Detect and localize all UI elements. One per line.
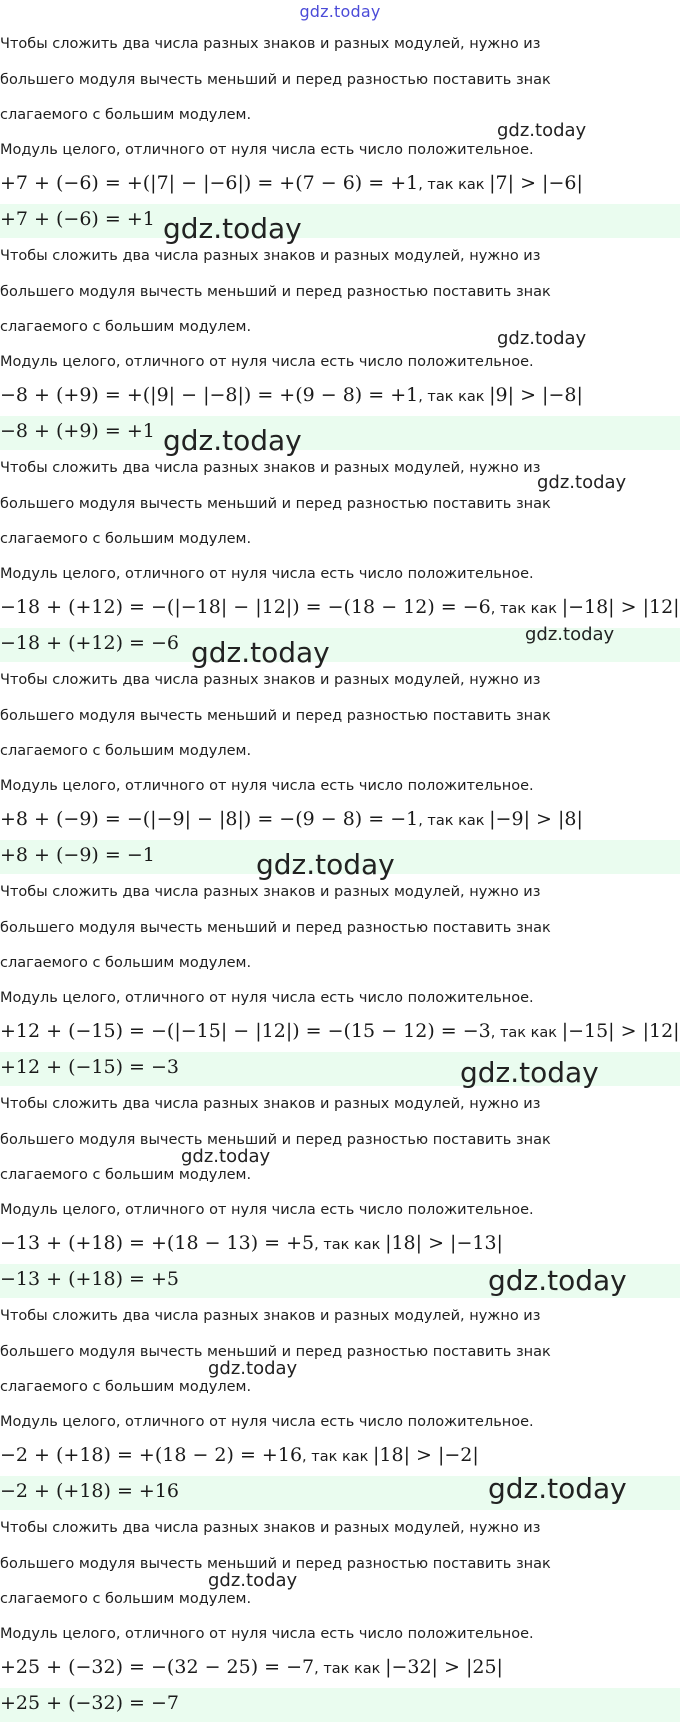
site-watermark-top: gdz.today xyxy=(299,2,381,21)
calculation-line xyxy=(0,1444,479,1466)
modulus-comparison: |18| > |−13| xyxy=(385,1232,503,1254)
answer-row xyxy=(0,416,680,450)
calculation-expression: −2 + (+18) = +(18 − 2) = +16 xyxy=(0,1444,303,1466)
watermark: gdz.today xyxy=(525,624,615,645)
rule-line-3: слагаемого с большим модулем. xyxy=(0,319,252,335)
answer-expression: −18 + (+12) = −6 xyxy=(0,632,180,654)
modulus-comparison: |18| > |−2| xyxy=(372,1444,479,1466)
rule-line-2: большего модуля вычесть меньший и перед разностью поставить знак xyxy=(0,1132,551,1148)
rule-line-3: слагаемого с большим модулем. xyxy=(0,1379,252,1395)
watermark: gdz.today xyxy=(497,120,587,141)
rule-line-1: Чтобы сложить два числа разных знаков и разных модулей, нужно из xyxy=(0,36,541,52)
rule-line-4: Модуль целого, отличного от нуля числа есть число положительное. xyxy=(0,354,534,370)
watermark: gdz.today xyxy=(497,328,587,349)
rule-line-2: большего модуля вычесть меньший и перед разностью поставить знак xyxy=(0,920,551,936)
rule-line-1: Чтобы сложить два числа разных знаков и разных модулей, нужно из xyxy=(0,248,541,264)
rule-line-2: большего модуля вычесть меньший и перед разностью поставить знак xyxy=(0,72,551,88)
rule-line-2: большего модуля вычесть меньший и перед разностью поставить знак xyxy=(0,1556,551,1572)
watermark: gdz.today xyxy=(256,848,395,881)
calculation-line xyxy=(0,172,583,194)
watermark: gdz.today xyxy=(488,1472,627,1505)
calculation-expression: +7 + (−6) = +(|7| − |−6|) = +(7 − 6) = +1 xyxy=(0,172,419,194)
rule-line-1: Чтобы сложить два числа разных знаков и разных модулей, нужно из xyxy=(0,1520,541,1536)
calculation-line xyxy=(0,384,583,406)
rule-line-1: Чтобы сложить два числа разных знаков и разных модулей, нужно из xyxy=(0,884,541,900)
watermark: gdz.today xyxy=(208,1570,298,1591)
rule-line-1: Чтобы сложить два числа разных знаков и разных модулей, нужно из xyxy=(0,1096,541,1112)
calculation-expression: −13 + (+18) = +(18 − 13) = +5 xyxy=(0,1232,315,1254)
rule-line-2: большего модуля вычесть меньший и перед разностью поставить знак xyxy=(0,284,551,300)
answer-expression: +25 + (−32) = −7 xyxy=(0,1692,180,1714)
calculation-expression: +12 + (−15) = −(|−15| − |12|) = −(15 − 12) = −3 xyxy=(0,1020,491,1042)
rule-line-2: большего модуля вычесть меньший и перед разностью поставить знак xyxy=(0,496,551,512)
calculation-line xyxy=(0,1656,503,1678)
rule-line-4: Модуль целого, отличного от нуля числа есть число положительное. xyxy=(0,566,534,582)
answer-row xyxy=(0,204,680,238)
rule-line-4: Модуль целого, отличного от нуля числа есть число положительное. xyxy=(0,778,534,794)
because-text: , так как xyxy=(302,1449,373,1465)
watermark: gdz.today xyxy=(163,212,302,245)
rule-line-2: большего модуля вычесть меньший и перед разностью поставить знак xyxy=(0,1344,551,1360)
answer-expression: −13 + (+18) = +5 xyxy=(0,1268,180,1290)
watermark: gdz.today xyxy=(163,424,302,457)
rule-line-4: Модуль целого, отличного от нуля числа есть число положительное. xyxy=(0,1202,534,1218)
answer-expression: −8 + (+9) = +1 xyxy=(0,420,155,442)
rule-line-2: большего модуля вычесть меньший и перед разностью поставить знак xyxy=(0,708,551,724)
watermark: gdz.today xyxy=(488,1264,627,1297)
modulus-comparison: |−15| > |12| xyxy=(561,1020,680,1042)
rule-line-3: слагаемого с большим модулем. xyxy=(0,1591,252,1607)
calculation-expression: −8 + (+9) = +(|9| − |−8|) = +(9 − 8) = +1 xyxy=(0,384,419,406)
rule-line-1: Чтобы сложить два числа разных знаков и разных модулей, нужно из xyxy=(0,460,541,476)
rule-line-4: Модуль целого, отличного от нуля числа есть число положительное. xyxy=(0,1626,534,1642)
calculation-line xyxy=(0,1232,503,1254)
rule-line-4: Модуль целого, отличного от нуля числа есть число положительное. xyxy=(0,142,534,158)
because-text: , так как xyxy=(314,1237,386,1253)
watermark: gdz.today xyxy=(537,472,627,493)
calculation-expression: +25 + (−32) = −(32 − 25) = −7 xyxy=(0,1656,315,1678)
rule-line-4: Модуль целого, отличного от нуля числа есть число положительное. xyxy=(0,1414,534,1430)
watermark: gdz.today xyxy=(208,1358,298,1379)
modulus-comparison: |−18| > |12| xyxy=(561,596,680,618)
answer-expression: +7 + (−6) = +1 xyxy=(0,208,155,230)
watermark: gdz.today xyxy=(181,1146,271,1167)
because-text: , так как xyxy=(418,177,490,193)
rule-line-3: слагаемого с большим модулем. xyxy=(0,107,252,123)
calculation-line xyxy=(0,596,680,618)
answer-expression: +8 + (−9) = −1 xyxy=(0,844,155,866)
because-text: , так как xyxy=(490,1025,562,1041)
answer-expression: +12 + (−15) = −3 xyxy=(0,1056,180,1078)
because-text: , так как xyxy=(418,813,490,829)
rule-line-1: Чтобы сложить два числа разных знаков и разных модулей, нужно из xyxy=(0,672,541,688)
watermark: gdz.today xyxy=(460,1056,599,1089)
because-text: , так как xyxy=(490,601,562,617)
modulus-comparison: |−9| > |8| xyxy=(489,808,583,830)
calculation-line xyxy=(0,1020,680,1042)
rule-line-4: Модуль целого, отличного от нуля числа есть число положительное. xyxy=(0,990,534,1006)
calculation-line xyxy=(0,808,583,830)
modulus-comparison: |9| > |−8| xyxy=(489,384,583,406)
rule-line-1: Чтобы сложить два числа разных знаков и разных модулей, нужно из xyxy=(0,1308,541,1324)
rule-line-3: слагаемого с большим модулем. xyxy=(0,955,252,971)
calculation-expression: +8 + (−9) = −(|−9| − |8|) = −(9 − 8) = −1 xyxy=(0,808,419,830)
because-text: , так как xyxy=(418,389,490,405)
watermark: gdz.today xyxy=(191,636,330,669)
answer-row xyxy=(0,1688,680,1722)
answer-expression: −2 + (+18) = +16 xyxy=(0,1480,180,1502)
calculation-expression: −18 + (+12) = −(|−18| − |12|) = −(18 − 12) = −6 xyxy=(0,596,491,618)
modulus-comparison: |−32| > |25| xyxy=(385,1656,503,1678)
rule-line-3: слагаемого с большим модулем. xyxy=(0,743,252,759)
rule-line-3: слагаемого с большим модулем. xyxy=(0,1167,252,1183)
because-text: , так как xyxy=(314,1661,386,1677)
modulus-comparison: |7| > |−6| xyxy=(489,172,583,194)
rule-line-3: слагаемого с большим модулем. xyxy=(0,531,252,547)
